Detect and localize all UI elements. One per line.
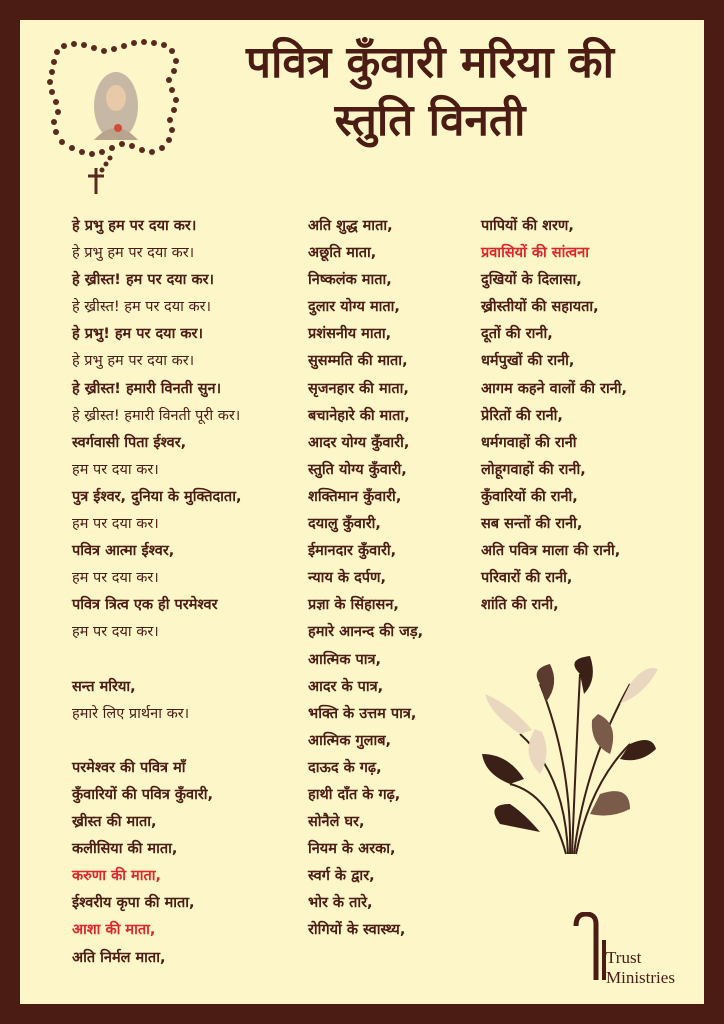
litany-line: कुँवारियों की पवित्र कुँवारी, [72, 786, 214, 803]
litany-line: सब सन्तों की रानी, [481, 516, 583, 533]
litany-line: प्रशंसनीय माता, [308, 326, 392, 343]
litany-line: हाथी दाँत के गढ़, [308, 786, 401, 803]
title-line-2: स्तुति विनती [334, 95, 526, 146]
litany-line: आशा की माता, [72, 922, 156, 939]
litany-line: आगम कहने वालों की रानी, [481, 380, 628, 397]
litany-line: सन्त मरिया, [72, 678, 136, 695]
litany-line: लोहूगवाहों की रानी, [481, 461, 586, 478]
litany-line: कलीसिया की माता, [72, 841, 178, 858]
litany-line: आत्मिक पात्र, [308, 651, 382, 668]
rosary-with-mary-icon [44, 36, 184, 196]
litany-line: हम पर दया कर। [72, 570, 159, 587]
litany-line: हे प्रभु! हम पर दया कर। [72, 326, 203, 343]
litany-line: शांति की रानी, [481, 597, 559, 614]
litany-line: अति निर्मल माता, [72, 949, 166, 966]
litany-line: हमारे लिए प्रार्थना कर। [72, 705, 190, 722]
litany-line: दुखियों के दिलासा, [481, 272, 582, 289]
litany-line: सुसम्मति की माता, [308, 353, 408, 370]
litany-line: सृजनहार की माता, [308, 380, 409, 397]
litany-line: परिवारों की रानी, [481, 570, 573, 587]
litany-line: हम पर दया कर। [72, 461, 159, 478]
litany-line: दुलार योग्य माता, [308, 299, 400, 316]
litany-line: ईमानदार कुँवारी, [308, 543, 397, 560]
litany-line: शक्तिमान कुँवारी, [308, 488, 402, 505]
litany-line: अति पवित्र माला की रानी, [481, 543, 621, 560]
litany-column-1 [72, 213, 241, 972]
litany-line: पवित्र त्रित्व एक ही परमेश्वर [72, 597, 218, 614]
litany-line: भक्ति के उत्तम पात्र, [308, 705, 417, 722]
litany-line: हे प्रभु हम पर दया कर। [72, 218, 197, 234]
litany-line: हे ख्रीस्त! हम पर दया कर। [72, 272, 215, 289]
litany-line: हे प्रभु हम पर दया कर। [72, 353, 195, 370]
litany-line: हे ख्रीस्त! हमारी विनती पूरी कर। [72, 407, 241, 424]
litany-line: नियम के अरका, [308, 841, 396, 858]
litany-line: हे प्रभु हम पर दया कर। [72, 245, 195, 262]
page-title [170, 34, 690, 150]
litany-line: अछूति माता, [308, 245, 377, 262]
title-line-1: पवित्र कुँवारी मरिया की [246, 37, 614, 88]
litany-column-2 [308, 213, 423, 945]
litany-line [72, 728, 241, 755]
litany-line: ईश्वरीय कृपा की माता, [72, 895, 195, 912]
litany-line: हम पर दया कर। [72, 624, 159, 641]
litany-line: हम पर दया कर। [72, 516, 159, 533]
litany-line: कुँवारियों की रानी, [481, 488, 578, 505]
litany-line: स्वर्गवासी पिता ईश्वर, [72, 434, 187, 451]
logo-text-line-1: Trust [606, 948, 642, 967]
litany-line: हमारे आनन्द की जड़, [308, 624, 424, 641]
litany-line: रोगियों के स्वास्थ्य, [308, 922, 406, 939]
litany-line: प्रवासियों की सांत्वना [481, 245, 590, 262]
litany-line: दूतों की रानी, [481, 326, 553, 343]
litany-line: करुणा की माता, [72, 868, 161, 885]
litany-line: ख्रीस्तीयों की सहायता, [481, 299, 599, 316]
litany-line: न्याय के दर्पण, [308, 570, 387, 587]
litany-line: बचानेहारे की माता, [308, 407, 410, 424]
litany-line: दाऊद के गढ़, [308, 759, 382, 776]
litany-line: पवित्र आत्मा ईश्वर, [72, 543, 175, 560]
litany-line: आदर के पात्र, [308, 678, 384, 695]
litany-column-3 [481, 213, 627, 619]
litany-line: पापियों की शरण, [481, 218, 574, 234]
litany-line: प्रेरितों की रानी, [481, 407, 563, 424]
litany-line: हे ख्रीस्त! हमारी विनती सुन। [72, 380, 222, 397]
litany-line: दयालु कुँवारी, [308, 516, 381, 533]
shepherd-staff-icon [570, 912, 610, 982]
litany-line: स्वर्ग के द्वार, [308, 868, 375, 885]
litany-line: हे ख्रीस्त! हम पर दया कर। [72, 299, 212, 316]
logo-text-line-2: Ministries [606, 968, 675, 987]
litany-line: निष्कलंक माता, [308, 272, 392, 289]
litany-line: ख्रीस्त की माता, [72, 814, 157, 831]
litany-line: स्तुति योग्य कुँवारी, [308, 461, 407, 478]
litany-line: आदर योग्य कुँवारी, [308, 434, 410, 451]
litany-line: अति शुद्ध माता, [308, 218, 393, 234]
litany-line: सोनैले घर, [308, 814, 365, 831]
litany-line: भोर के तारे, [308, 895, 373, 912]
litany-line: परमेश्वर की पवित्र माँ [72, 759, 186, 776]
litany-line: पुत्र ईश्वर, दुनिया के मुक्तिदाता, [72, 488, 242, 505]
litany-line [72, 647, 241, 674]
litany-line: धर्मगवाहों की रानी [481, 434, 577, 451]
litany-line: धर्मपुखों की रानी, [481, 353, 575, 370]
litany-line: आत्मिक गुलाब, [308, 732, 392, 749]
litany-line: प्रज्ञा के सिंहासन, [308, 597, 399, 614]
plant-icon [480, 654, 660, 864]
